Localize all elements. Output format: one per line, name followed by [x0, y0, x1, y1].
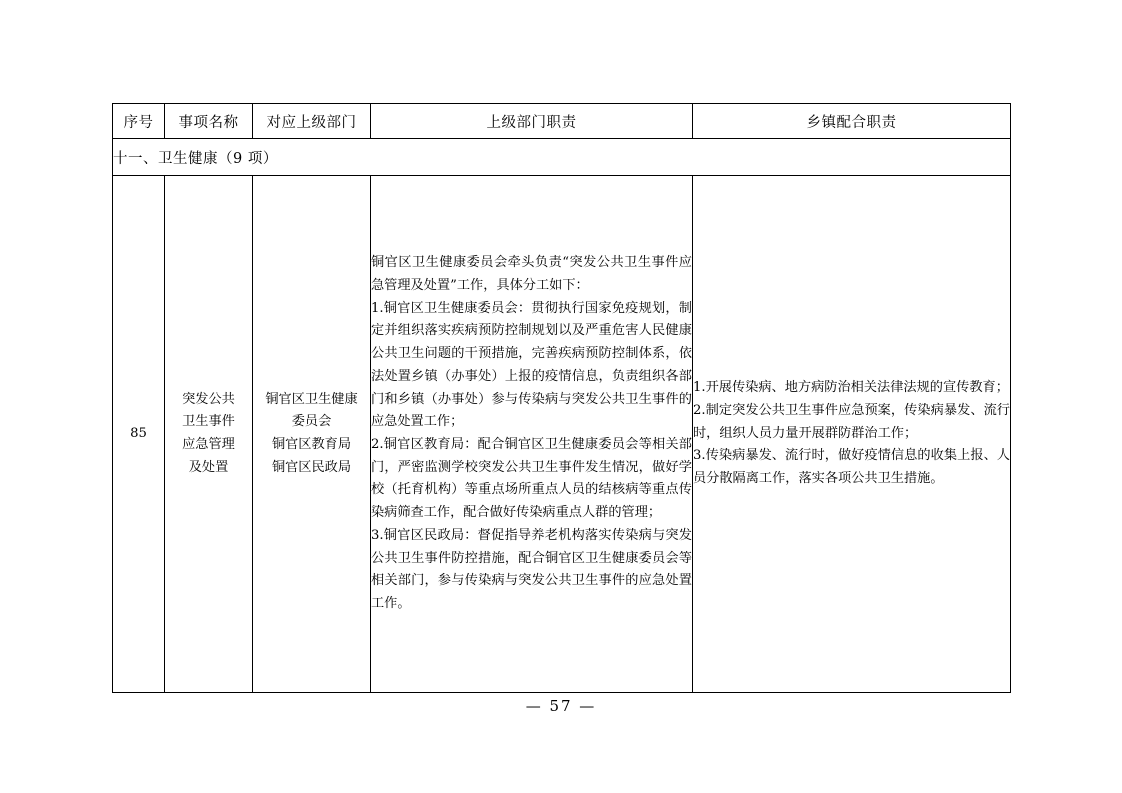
column-header-seq: 序号 — [113, 104, 165, 139]
item-name-line: 卫生事件 — [182, 414, 235, 430]
column-header-township-duty: 乡镇配合职责 — [693, 104, 1011, 139]
item-name-line: 应急管理 — [182, 437, 235, 452]
responsibility-table — [112, 103, 1011, 693]
township-duty-paragraph: 3.传染病暴发、流行时，做好疫情信息的收集上报、人员分散隔离工作，落实各项公共卫生措施。 — [693, 448, 1010, 487]
row-township-duty — [693, 176, 1011, 693]
row-sequence-number: 85 — [113, 176, 165, 693]
department-line: 铜官区卫生健康 — [265, 391, 358, 407]
row-item-name — [165, 176, 253, 693]
table-header — [113, 104, 1011, 139]
row-upper-duty — [371, 176, 693, 693]
item-name-line: 突发公共 — [182, 391, 235, 407]
department-line: 铜官区教育局 — [271, 437, 352, 452]
duty-paragraph: 3.铜官区民政局：督促指导养老机构落实传染病与突发公共卫生事件防控措施，配合铜官区卫生健康委员会等相关部门，参与传染病与突发公共卫生事件的应急处置工作。 — [371, 527, 692, 611]
table-row — [113, 176, 1011, 693]
page-number: — 57 — — [525, 697, 597, 715]
section-title-row — [113, 139, 1011, 176]
duty-paragraph: 1.铜官区卫生健康委员会：贯彻执行国家免疫规划，制定并组织落实疾病预防控制规划以及严重危害人民健康公共卫生问题的干预措施，完善疾病预防控制体系，依法处置乡镇（办事处）上报的疫情信息，负责组织各部门和乡镇（办事处）参与传染病与突发公共卫生事件的应急处置工作； — [371, 300, 692, 430]
column-header-upper-dept: 对应上级部门 — [253, 104, 371, 139]
township-duty-paragraph: 1.开展传染病、地方病防治相关法律法规的宣传教育； — [693, 380, 1009, 396]
section-title: 十一、卫生健康（9 项） — [113, 139, 1011, 176]
column-header-item-name: 事项名称 — [165, 104, 253, 139]
table-header-row — [113, 104, 1011, 139]
item-name-line: 及处置 — [188, 459, 229, 475]
township-duty-paragraph: 2.制定突发公共卫生事件应急预案，传染病暴发、流行时，组织人员力量开展群防群治工作； — [693, 402, 1010, 441]
column-header-upper-duty: 上级部门职责 — [371, 104, 693, 139]
department-line: 铜官区民政局 — [271, 459, 352, 475]
department-line: 委员会 — [291, 414, 332, 430]
row-upper-department — [253, 176, 371, 693]
duty-paragraph: 2.铜官区教育局：配合铜官区卫生健康委员会等相关部门，严密监测学校突发公共卫生事件发生情况，做好学校（托育机构）等重点场所重点人员的结核病等重点传染病筛查工作，配合做好传染病重点人群的管理； — [371, 437, 692, 521]
table-body — [113, 139, 1011, 693]
duty-paragraph: 铜官区卫生健康委员会牵头负责“突发公共卫生事件应急管理及处置”工作，具体分工如下： — [371, 255, 692, 294]
